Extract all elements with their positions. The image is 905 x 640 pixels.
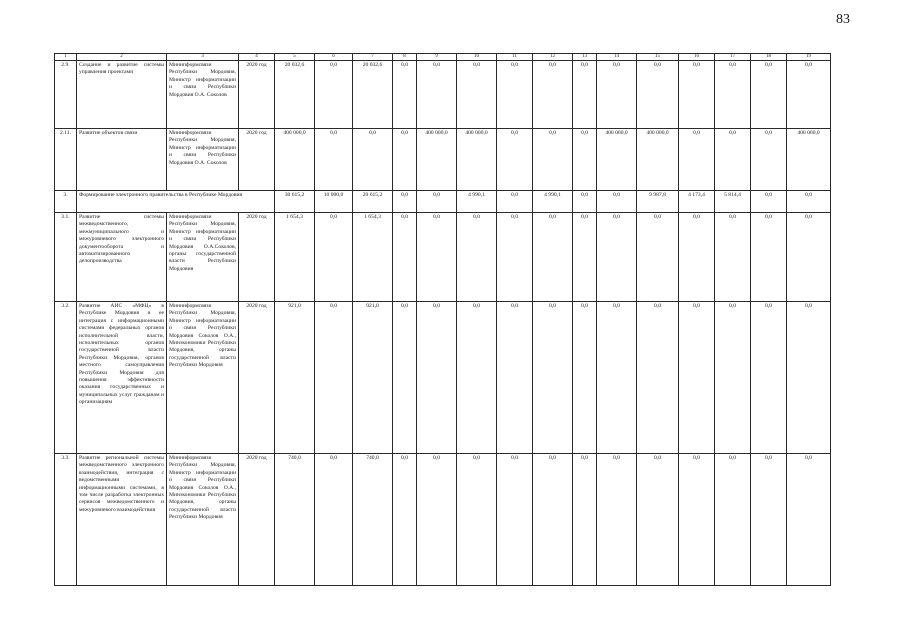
cell-value: 0,0 xyxy=(315,129,353,191)
table-row xyxy=(55,302,831,454)
cell-value: 921,0 xyxy=(353,302,393,454)
cell-value: 0,0 xyxy=(679,61,715,129)
column-number: 3 xyxy=(167,54,239,61)
column-number-row xyxy=(55,54,831,61)
cell-value: 0,0 xyxy=(637,61,679,129)
cell-value: 0,0 xyxy=(417,302,457,454)
cell-value: 0,0 xyxy=(417,213,457,302)
cell-value: 20 615,2 xyxy=(353,191,393,213)
row-number: 2.11. xyxy=(55,129,77,191)
cell-value: 0,0 xyxy=(573,454,597,586)
cell-value: 0,0 xyxy=(497,454,533,586)
cell-value: 0,0 xyxy=(637,302,679,454)
cell-value: 0,0 xyxy=(597,302,637,454)
cell-value: 20 032,6 xyxy=(353,61,393,129)
cell-value: 0,0 xyxy=(715,129,751,191)
column-number: 13 xyxy=(573,54,597,61)
cell-value: 0,0 xyxy=(393,129,417,191)
cell-value: 0,0 xyxy=(637,213,679,302)
cell-value: 400 000,0 xyxy=(787,129,831,191)
cell-value: 5 814,4 xyxy=(715,191,751,213)
row-name: Развитие объектов связи xyxy=(77,129,167,191)
table-row xyxy=(55,454,831,586)
cell-value: 0,0 xyxy=(787,454,831,586)
cell-value: 0,0 xyxy=(393,191,417,213)
row-year: 2020 год xyxy=(239,129,275,191)
row-year: 2020 год xyxy=(239,302,275,454)
column-number: 6 xyxy=(315,54,353,61)
cell-value: 0,0 xyxy=(573,61,597,129)
cell-value: 0,0 xyxy=(497,191,533,213)
cell-value: 740,0 xyxy=(275,454,315,586)
cell-value: 0,0 xyxy=(533,213,573,302)
cell-value: 0,0 xyxy=(497,213,533,302)
cell-value: 0,0 xyxy=(417,191,457,213)
cell-value: 400 000,0 xyxy=(275,129,315,191)
cell-value: 0,0 xyxy=(679,454,715,586)
row-number: 3.3. xyxy=(55,454,77,586)
column-number: 8 xyxy=(393,54,417,61)
column-number: 1 xyxy=(55,54,77,61)
cell-value: 0,0 xyxy=(393,61,417,129)
column-number: 18 xyxy=(751,54,787,61)
table-row xyxy=(55,213,831,302)
row-executor: Мининформсвязи Республики Мордовия, Министр информатизации и связи Республики Мордовия О.А. Соколов xyxy=(167,129,239,191)
cell-value: 0,0 xyxy=(597,61,637,129)
cell-value: 921,0 xyxy=(275,302,315,454)
cell-value: 0,0 xyxy=(715,454,751,586)
cell-value: 0,0 xyxy=(637,454,679,586)
column-number: 7 xyxy=(353,54,393,61)
cell-value: 9 987,8 xyxy=(637,191,679,213)
cell-value: 400 000,0 xyxy=(417,129,457,191)
table-row xyxy=(55,191,831,213)
cell-value: 0,0 xyxy=(751,454,787,586)
cell-value: 0,0 xyxy=(751,191,787,213)
cell-value: 0,0 xyxy=(751,302,787,454)
cell-value: 400 000,0 xyxy=(457,129,497,191)
cell-value: 0,0 xyxy=(315,454,353,586)
cell-value: 0,0 xyxy=(417,454,457,586)
cell-value: 0,0 xyxy=(751,61,787,129)
column-number: 2 xyxy=(77,54,167,61)
row-number: 3.1. xyxy=(55,213,77,302)
column-number: 15 xyxy=(637,54,679,61)
row-year: 2020 год xyxy=(239,454,275,586)
row-executor: Мининформсвязи Республики Мордовия, Министр информатизации и связи Республики Мордовия О.А.Соколов, органы государственной власти Республики Мордовия xyxy=(167,213,239,302)
column-number: 4 xyxy=(239,54,275,61)
column-number: 16 xyxy=(679,54,715,61)
cell-value: 0,0 xyxy=(679,129,715,191)
cell-value: 0,0 xyxy=(315,61,353,129)
column-number: 9 xyxy=(417,54,457,61)
column-number: 12 xyxy=(533,54,573,61)
cell-value: 0,0 xyxy=(497,61,533,129)
cell-value: 0,0 xyxy=(573,129,597,191)
cell-value: 0,0 xyxy=(787,191,831,213)
cell-value: 0,0 xyxy=(573,213,597,302)
cell-value: 0,0 xyxy=(497,129,533,191)
column-number: 19 xyxy=(787,54,831,61)
cell-value: 0,0 xyxy=(787,302,831,454)
row-year: 2020 год xyxy=(239,61,275,129)
column-number: 17 xyxy=(715,54,751,61)
row-executor: Минипформсвязи Республики Мордовия, Министр информатизации и связи Республики Мордовия О.А. Соколов xyxy=(167,61,239,129)
cell-value: 0,0 xyxy=(533,61,573,129)
column-number: 14 xyxy=(597,54,637,61)
row-number: 3.2. xyxy=(55,302,77,454)
cell-value: 0,0 xyxy=(393,454,417,586)
cell-value: 400 000,0 xyxy=(637,129,679,191)
cell-value: 30 615,2 xyxy=(275,191,315,213)
cell-value: 1 654,3 xyxy=(275,213,315,302)
cell-value: 0,0 xyxy=(715,213,751,302)
cell-value: 0,0 xyxy=(715,302,751,454)
row-number: 2.9. xyxy=(55,61,77,129)
table-row xyxy=(55,61,831,129)
table-row xyxy=(55,129,831,191)
cell-value: 0,0 xyxy=(597,454,637,586)
row-name: Развитие АИС «МФЦ» в Республике Мордовия и ее интеграция с информационными системами федеральных органов исполнительной власти, исполнительных органов государственной власти Республики Мордовия, органов местного самоуправления Республики Мордовия для повышения эффективности оказания государственных и муниципальных услуг гражданам и организациям xyxy=(77,302,167,454)
cell-value: 0,0 xyxy=(457,454,497,586)
column-number: 10 xyxy=(457,54,497,61)
column-number: 11 xyxy=(497,54,533,61)
cell-value: 0,0 xyxy=(597,191,637,213)
cell-value: 0,0 xyxy=(597,213,637,302)
cell-value: 0,0 xyxy=(457,302,497,454)
cell-value: 0,0 xyxy=(715,61,751,129)
cell-value: 400 000,0 xyxy=(597,129,637,191)
cell-value: 0,0 xyxy=(457,61,497,129)
cell-value: 0,0 xyxy=(457,213,497,302)
cell-value: 20 032,6 xyxy=(275,61,315,129)
cell-value: 0,0 xyxy=(787,61,831,129)
cell-value: 0,0 xyxy=(787,213,831,302)
row-name: Формирование электронного правительства в Республике Мордовия xyxy=(77,191,275,213)
row-year: 2020 год xyxy=(239,213,275,302)
column-number: 5 xyxy=(275,54,315,61)
cell-value: 0,0 xyxy=(497,302,533,454)
row-name: Развитие системы межведомственного, межмуниципального и межуровневого электронного документооборота и автоматизированного делопроизводства xyxy=(77,213,167,302)
cell-value: 0,0 xyxy=(533,302,573,454)
cell-value: 4 173,4 xyxy=(679,191,715,213)
row-executor: Мининформсвязи Республики Мордовия, Министр информатизации и связи Республики Мордовия Соколов О.А., Минэкономики Республики Мордовия, органы государственной власти Республики Мордовия xyxy=(167,454,239,586)
cell-value: 10 000,0 xyxy=(315,191,353,213)
cell-value: 0,0 xyxy=(315,213,353,302)
cell-value: 0,0 xyxy=(353,129,393,191)
cell-value: 0,0 xyxy=(417,61,457,129)
cell-value: 0,0 xyxy=(393,302,417,454)
cell-value: 0,0 xyxy=(751,213,787,302)
cell-value: 0,0 xyxy=(315,302,353,454)
cell-value: 0,0 xyxy=(679,213,715,302)
cell-value: 0,0 xyxy=(679,302,715,454)
cell-value: 0,0 xyxy=(751,129,787,191)
budget-table xyxy=(54,53,831,586)
cell-value: 1 654,3 xyxy=(353,213,393,302)
row-number: 3. xyxy=(55,191,77,213)
page-number: 83 xyxy=(836,12,850,27)
row-name: Создание и развитие системы управления проектами xyxy=(77,61,167,129)
row-name: Развитие региональной системы межведомственного электронного взаимодействия, интеграция с ведомственными информационными системами, в том числе разработка электронных сервисов межведомственного и межуровневого взаимодействия xyxy=(77,454,167,586)
cell-value: 0,0 xyxy=(393,213,417,302)
row-executor: Мининформсвязи Республики Мордовия, Министр информатизации и связи Республики Мордовия Соколов О.А., Минэкономики Республики Мордовия, органы государственной власти Республики Мордовия xyxy=(167,302,239,454)
cell-value: 0,0 xyxy=(533,129,573,191)
cell-value: 0,0 xyxy=(573,302,597,454)
cell-value: 0,0 xyxy=(533,454,573,586)
cell-value: 0,0 xyxy=(573,191,597,213)
cell-value: 4 990,1 xyxy=(457,191,497,213)
cell-value: 4 990,1 xyxy=(533,191,573,213)
cell-value: 740,0 xyxy=(353,454,393,586)
